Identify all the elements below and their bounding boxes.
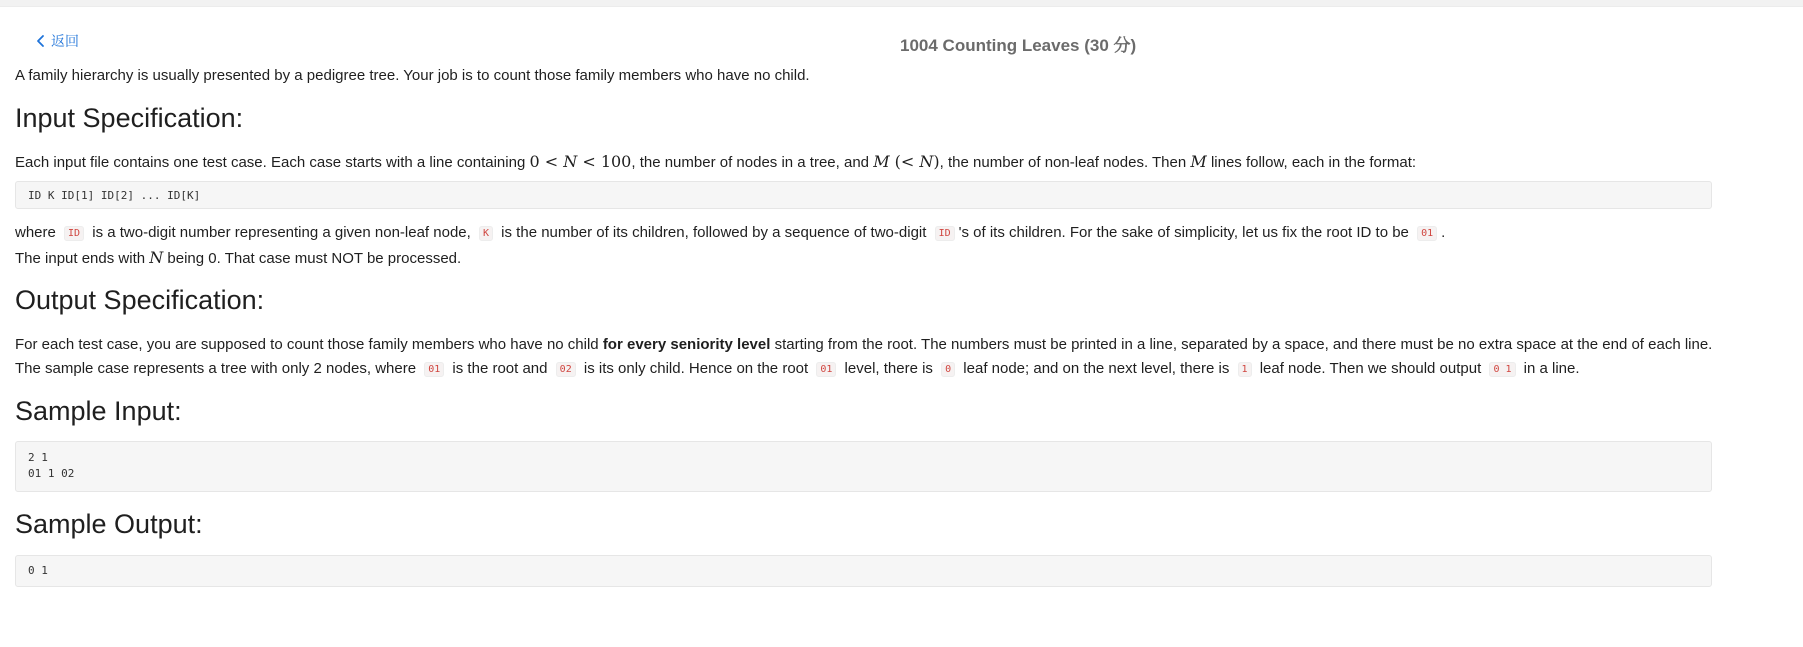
- sample-explanation: The sample case represents a tree with only 2 nodes, where 01 is the root and 02 is its only child. Hence on the root 01 level, there is 0 leaf node; and on the next level, there is 1 leaf node. Then we should output 0 1 in a line.: [15, 360, 1580, 377]
- sample-output-heading: Sample Output:: [15, 509, 203, 539]
- math-range: 0 < N < 100: [529, 152, 632, 171]
- input-end-note: The input ends with N being 0. That case must NOT be processed.: [15, 248, 462, 267]
- chevron-left-icon: [34, 34, 48, 48]
- bold-seniority: for every seniority level: [602, 336, 771, 353]
- inline-code-id: ID: [64, 226, 84, 241]
- code-line: 2 1: [28, 451, 48, 464]
- inline-code-k: K: [479, 226, 493, 241]
- back-label[interactable]: 返回: [51, 33, 79, 49]
- sample-output-code-block: [15, 555, 1712, 587]
- inline-code-0: 0: [941, 362, 955, 377]
- output-spec-heading: Output Specification:: [15, 285, 265, 315]
- code-line: 0 1: [28, 564, 48, 577]
- inline-code-01: 01: [816, 362, 836, 377]
- inline-code-02: 02: [556, 362, 576, 377]
- input-format-description: where ID is a two-digit number representing a given non-leaf node, K is the number of its children, followed by a sequence of two-digit ID 's of its children. For the sake of simplicity, let us fix the root ID to be 01 .: [15, 224, 1446, 241]
- page-title: 1004 Counting Leaves (30 分): [900, 36, 1137, 55]
- inline-code-01: 01: [424, 362, 444, 377]
- problem-content: [15, 66, 1725, 587]
- format-code-block: ID K ID[1] ID[2] ... ID[K]: [15, 181, 1712, 209]
- intro-text: A family hierarchy is usually presented by a pedigree tree. Your job is to count those family members who have no child.: [15, 67, 810, 84]
- input-spec-heading: Input Specification:: [15, 103, 244, 133]
- input-spec-paragraph: Each input file contains one test case. Each case starts with a line containing 0 < N < 100, the number of nodes in a tree, and M (< N), the number of non-leaf nodes. Then M lines follow, each in the format:: [15, 152, 1417, 171]
- output-spec-paragraph: For each test case, you are supposed to count those family members who have no child for every seniority level starting from the root. The numbers must be printed in a line, separated by a space, and there must be no extra space at the end of each line.: [15, 336, 1713, 353]
- back-button[interactable]: [34, 31, 79, 51]
- code-line: 01 1 02: [28, 467, 75, 480]
- inline-code-id: ID: [935, 226, 955, 241]
- top-bar: [0, 0, 1803, 7]
- math-m: M (< N): [873, 152, 940, 171]
- inline-code-output: 0 1: [1489, 362, 1515, 377]
- sample-input-code-block: [15, 441, 1712, 492]
- inline-code-1: 1: [1238, 362, 1252, 377]
- sample-input-heading: Sample Input:: [15, 396, 182, 426]
- inline-code-01: 01: [1417, 226, 1437, 241]
